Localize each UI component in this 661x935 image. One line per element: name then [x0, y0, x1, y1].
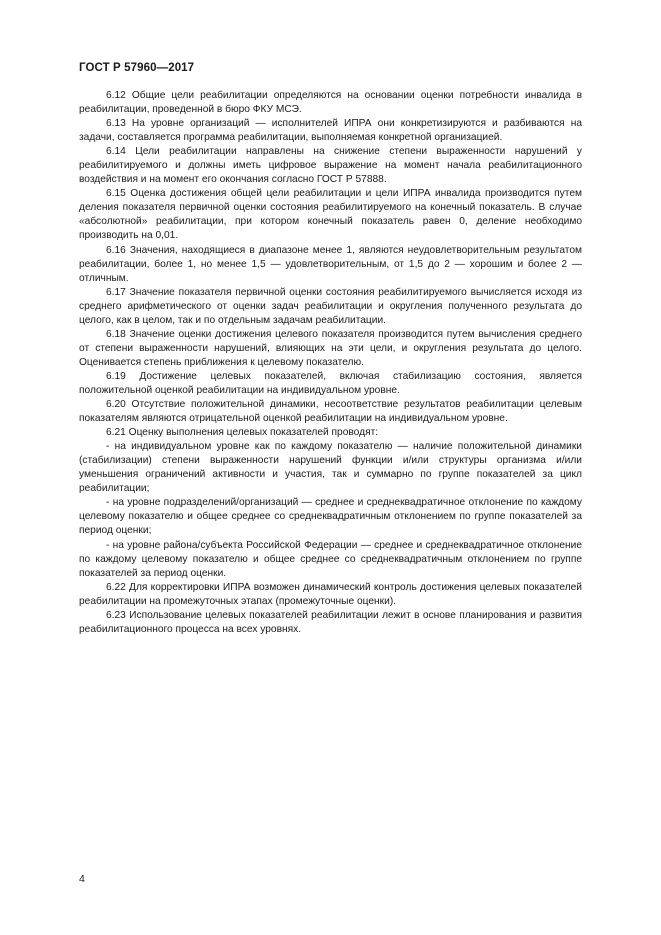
paragraph-6-12: 6.12 Общие цели реабилитации определяются на основании оценки потребности инвалида в реабилитации, проведенной в бюро ФКУ МСЭ. — [79, 90, 582, 116]
paragraph-6-21: 6.21 Оценку выполнения целевых показателей проводят: — [106, 427, 379, 439]
paragraph-6-22: 6.22 Для корректировки ИПРА возможен динамический контроль достижения целевых показателей реабилитации на промежуточных этапах (промежуточные оценки). — [79, 581, 582, 607]
document-header: ГОСТ Р 57960—2017 — [79, 62, 195, 74]
list-item-individual-level: - на индивидуальном уровне как по каждому показателю — наличие положительной динамики (стабилизации) степени выраженности нарушений функции и/или структуры организма и/или уменьшения ограничений активности и участия, так и суммарно по группе показателей за цикл реабилитации; — [79, 441, 582, 495]
paragraph-6-16: 6.16 Значения, находящиеся в диапазоне менее 1, являются неудовлетворительным результатом реабилитации, более 1, но менее 1,5 — удовлетворительным, от 1,5 до 2 — хорошим и более 2 — отличным. — [79, 244, 582, 284]
paragraph-6-15: 6.15 Оценка достижения общей цели реабилитации и цели ИПРА инвалида производится путем деления показателя первичной оценки состояния реабилитируемого на конечный показатель. В случае «абсолютной» реабилитации, при котором конечный показатель равен 0, деление необходимо производить на 0,01. — [79, 188, 582, 242]
page-number: 4 — [79, 873, 85, 885]
paragraph-6-14: 6.14 Цели реабилитации направлены на снижение степени выраженности нарушений у реабилитируемого и должны иметь цифровое выражение на момент начала реабилитационного воздействия и на момент его окончания согласно ГОСТ Р 57888. — [79, 146, 582, 186]
document-body — [79, 89, 582, 637]
paragraph-6-18: 6.18 Значение оценки достижения целевого показателя производится путем вычисления среднего от степени выраженности нарушений, влияющих на эти цели, и округления результата до целого. Оценивается степень приближения к целевому показателю. — [79, 328, 582, 368]
list-item-organization-level: - на уровне подразделений/организаций — среднее и среднеквадратичное отклонение по каждому целевому показателю и общее среднее со среднеквадратичным отклонением по группе показателей за период оценки; — [79, 497, 582, 537]
paragraph-6-13: 6.13 На уровне организаций — исполнителей ИПРА они конкретизируются и разбиваются на задачи, составляется программа реабилитации, выполняемая конкретной организацией. — [79, 118, 582, 144]
paragraph-6-17: 6.17 Значение показателя первичной оценки состояния реабилитируемого вычисляется исходя из среднего арифметического от оценки задач реабилитации и округления полученного результата до целого, как в целом, так и по отдельным задачам реабилитации. — [79, 286, 582, 326]
paragraph-6-23: 6.23 Использование целевых показателей реабилитации лежит в основе планирования и развития реабилитационного процесса на всех уровнях. — [79, 609, 582, 635]
paragraph-6-19: 6.19 Достижение целевых показателей, включая стабилизацию состояния, является положительной оценкой реабилитации на индивидуальном уровне. — [79, 370, 582, 396]
paragraph-6-20: 6.20 Отсутствие положительной динамики, несоответствие результатов реабилитации целевым показателям являются отрицательной оценкой реабилитации на индивидуальном уровне. — [79, 399, 582, 425]
list-item-region-level: - на уровне района/субъекта Российской Федерации — среднее и среднеквадратичное отклонение по каждому целевому показателю и общее среднее со среднеквадратичным отклонением по группе показателей за период оценки. — [79, 539, 582, 579]
